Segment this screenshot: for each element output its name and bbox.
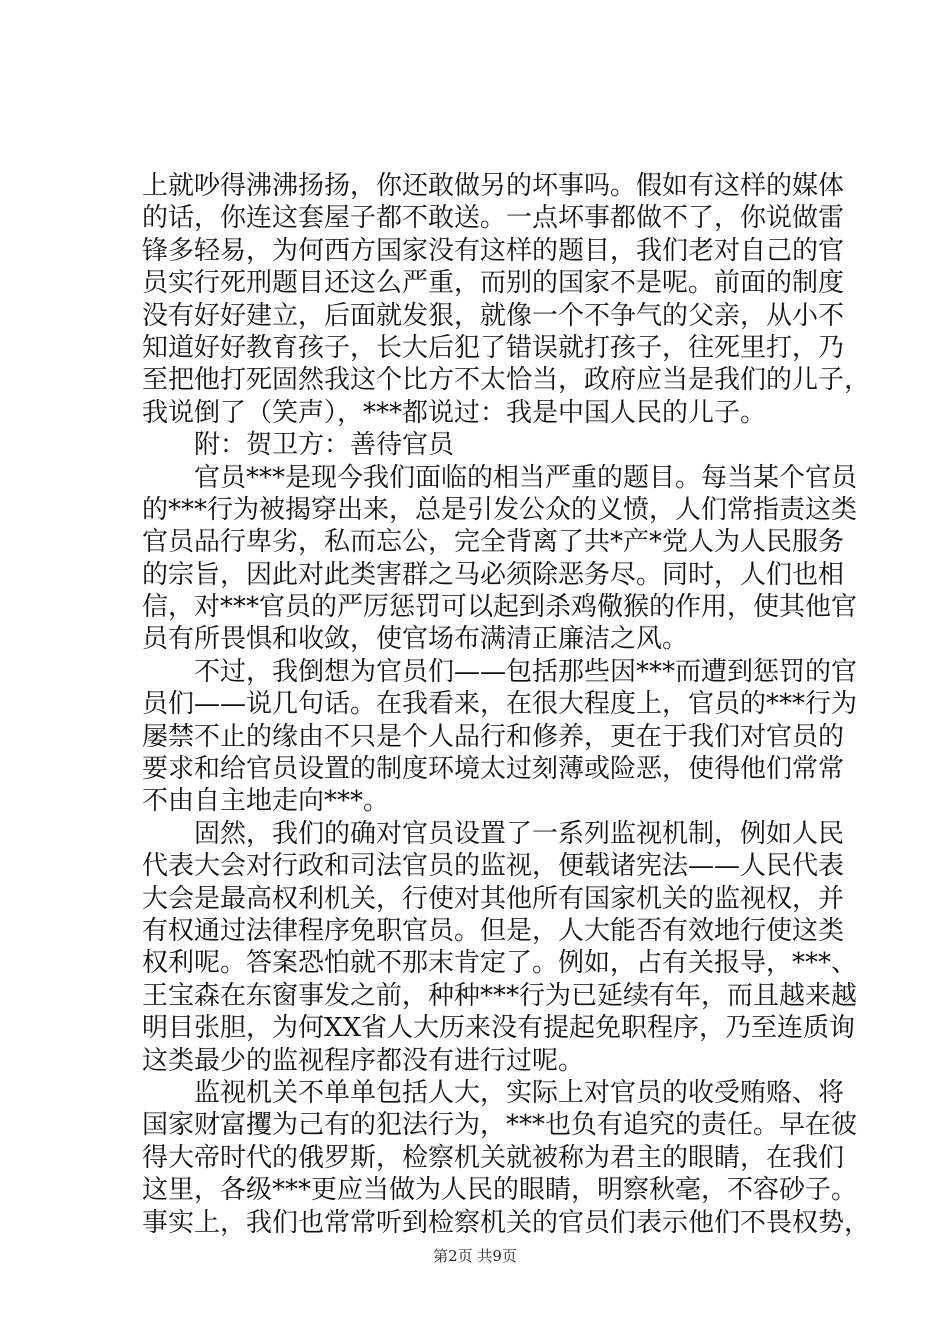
paragraph: [142, 1077, 871, 1239]
text-line: 的***行为被揭穿出来，总是引发公众的义愤，人们常指责这类: [142, 494, 858, 525]
text-line: 锋多轻易，为何西方国家没有这样的题目，我们老对自己的官: [142, 235, 845, 266]
text-line: 权利呢。答案恐怕就不那末肯定了。例如，占有关报导，***、: [142, 948, 858, 979]
page-number-footer: 第2页 共9页: [433, 1247, 517, 1265]
paragraph: [142, 818, 858, 1077]
text-line: 我说倒了（笑声），***都说过：我是中国人民的儿子。: [142, 397, 767, 428]
text-line: 事实上，我们也常常听到检察机关的官员们表示他们不畏权势，: [142, 1207, 871, 1238]
text-line: 明目张胆，为何XX省人大历来没有提起免职程序，乃至连质询: [142, 1013, 856, 1044]
text-line: 要求和给官员设置的制度环境太过刻薄或险恶，使得他们常常: [142, 754, 845, 785]
text-line: 员们——说几句话。在我看来，在很大程度上，官员的***行为: [142, 689, 858, 720]
text-line: 王宝森在东窗事发之前，种种***行为已延续有年，而且越来越: [142, 980, 858, 1011]
text-line: 上就吵得沸沸扬扬，你还敢做另的坏事吗。假如有这样的媒体: [142, 171, 845, 201]
document-body: [142, 170, 871, 1239]
paragraph: [142, 462, 858, 656]
text-line: 官员品行卑劣，私而忘公，完全背离了共*产*党人为人民服务: [142, 527, 845, 558]
text-line: 监视机关不单单包括人大，实际上对官员的收受贿赂、将: [194, 1077, 845, 1108]
text-line: 国家财富攫为己有的犯法行为，***也负有追究的责任。早在彼: [142, 1110, 858, 1141]
text-line: 固然，我们的确对官员设置了一系列监视机制，例如人民: [194, 818, 845, 849]
text-line: 有权通过法律程序免职官员。但是，人大能否有效地行使这类: [142, 915, 845, 946]
text-line: 员实行死刑题目还这么严重，而别的国家不是呢。前面的制度: [142, 268, 845, 299]
text-line: 官员***是现今我们面临的相当严重的题目。每当某个官员: [194, 462, 858, 493]
paragraph: [142, 170, 871, 429]
paragraph: [142, 429, 842, 461]
text-line: 代表大会对行政和司法官员的监视，便载诸宪法——人民代表: [142, 851, 845, 882]
text-line: 的话，你连这套屋子都不敢送。一点坏事都做不了，你说做雷: [142, 203, 845, 234]
text-line: 知道好好教育孩子，长大后犯了错误就打孩子，往死里打，乃: [142, 332, 845, 363]
text-line: 不过，我倒想为官员们——包括那些因***而遭到惩罚的官: [194, 656, 858, 687]
text-line: 员有所畏惧和收敛，使官场布满清正廉洁之风。: [142, 624, 689, 655]
text-line: 的宗旨，因此对此类害群之马必须除恶务尽。同时，人们也相: [142, 559, 845, 590]
text-line: 大会是最高权利机关，行使对其他所有国家机关的监视权，并: [142, 883, 845, 914]
paragraph: [142, 656, 858, 818]
text-line: 附：贺卫方：善待官员: [194, 430, 455, 461]
text-line: 至把他打死固然我这个比方不太恰当，政府应当是我们的儿子，: [142, 365, 871, 396]
text-line: 这里，各级***更应当做为人民的眼睛，明察秋毫，不容砂子。: [142, 1175, 858, 1206]
text-line: 没有好好建立，后面就发狠，就像一个不争气的父亲，从小不: [142, 300, 845, 331]
text-line: 信，对***官员的严厉惩罚可以起到杀鸡儆猴的作用，使其他官: [142, 592, 858, 623]
text-line: 屡禁不止的缘由不只是个人品行和修养，更在于我们对官员的: [142, 721, 845, 752]
text-line: 得大帝时代的俄罗斯，检察机关就被称为君主的眼睛，在我们: [142, 1142, 845, 1173]
text-line: 不由自主地走向***。: [142, 786, 390, 817]
text-line: 这类最少的监视程序都没有进行过呢。: [142, 1045, 585, 1076]
